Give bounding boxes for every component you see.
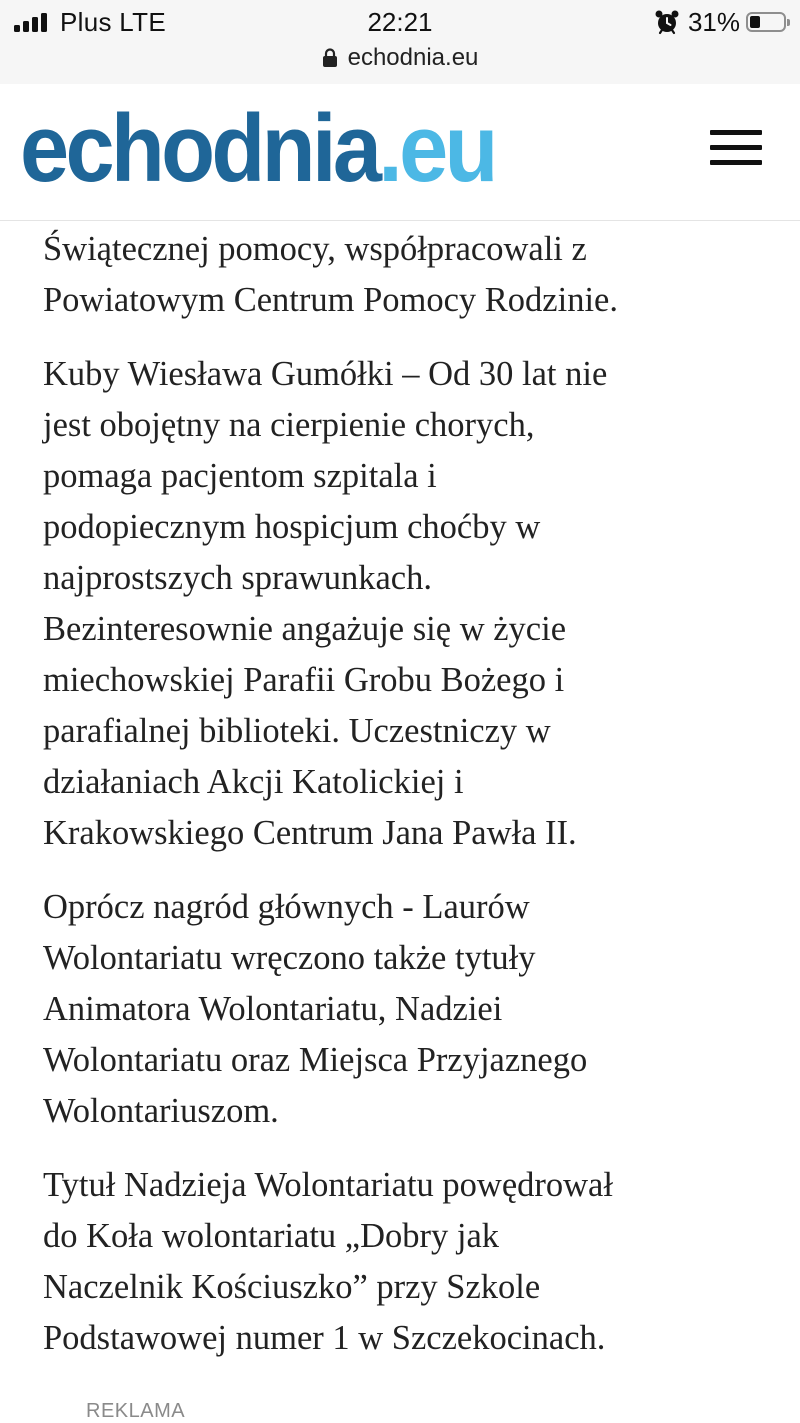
- article-paragraph: Oprócz nagród głównych - Laurów Wolontariatu wręczono także tytuły Animatora Wolontariatu, Nadziei Wolontariatu oraz Miejsca Przyjaznego Wolontariuszom.: [43, 888, 588, 1130]
- status-bar: [0, 0, 800, 84]
- logo-main-text: echodnia: [20, 95, 379, 202]
- battery-icon: [746, 12, 786, 32]
- url-text: echodnia.eu: [347, 44, 479, 71]
- site-logo[interactable]: [20, 94, 495, 204]
- site-header: [0, 84, 800, 221]
- article-paragraph: Kuby Wiesława Gumółki – Od 30 lat nie jest obojętny na cierpienie chorych, pomaga pacjentom szpitala i podopiecznym hospicjum choćby w najprostszych sprawunkach. Bezinteresownie angażuje się w życie miechowskiej Parafii Grobu Bożego i parafialnej biblioteki. Uczestniczy w działaniach Akcji Katolickiej i Krakowskiego Centrum Jana Pawła II.: [43, 355, 608, 852]
- status-time: 22:21: [367, 7, 433, 37]
- battery-fill: [750, 16, 760, 28]
- alarm-clock-icon: [654, 9, 680, 35]
- status-right-group: [654, 6, 786, 38]
- logo-tld-text: .eu: [378, 95, 495, 202]
- battery-cap: [787, 19, 790, 26]
- address-bar[interactable]: [0, 42, 800, 74]
- battery-percentage: 31%: [687, 6, 740, 37]
- hamburger-menu-button[interactable]: [710, 130, 762, 166]
- article-paragraph: Świątecznej pomocy, współpracowali z Powiatowym Centrum Pomocy Rodzinie.: [43, 230, 618, 319]
- article-paragraph: Tytuł Nadzieja Wolontariatu powędrował do Koła wolontariatu „Dobry jak Naczelnik Kościuszko” przy Szkole Podstawowej numer 1 w Szczekocinach.: [43, 1166, 613, 1357]
- lock-icon: [322, 48, 338, 68]
- advertisement-label: REKLAMA: [86, 1400, 186, 1422]
- carrier-label: Plus LTE: [60, 6, 166, 37]
